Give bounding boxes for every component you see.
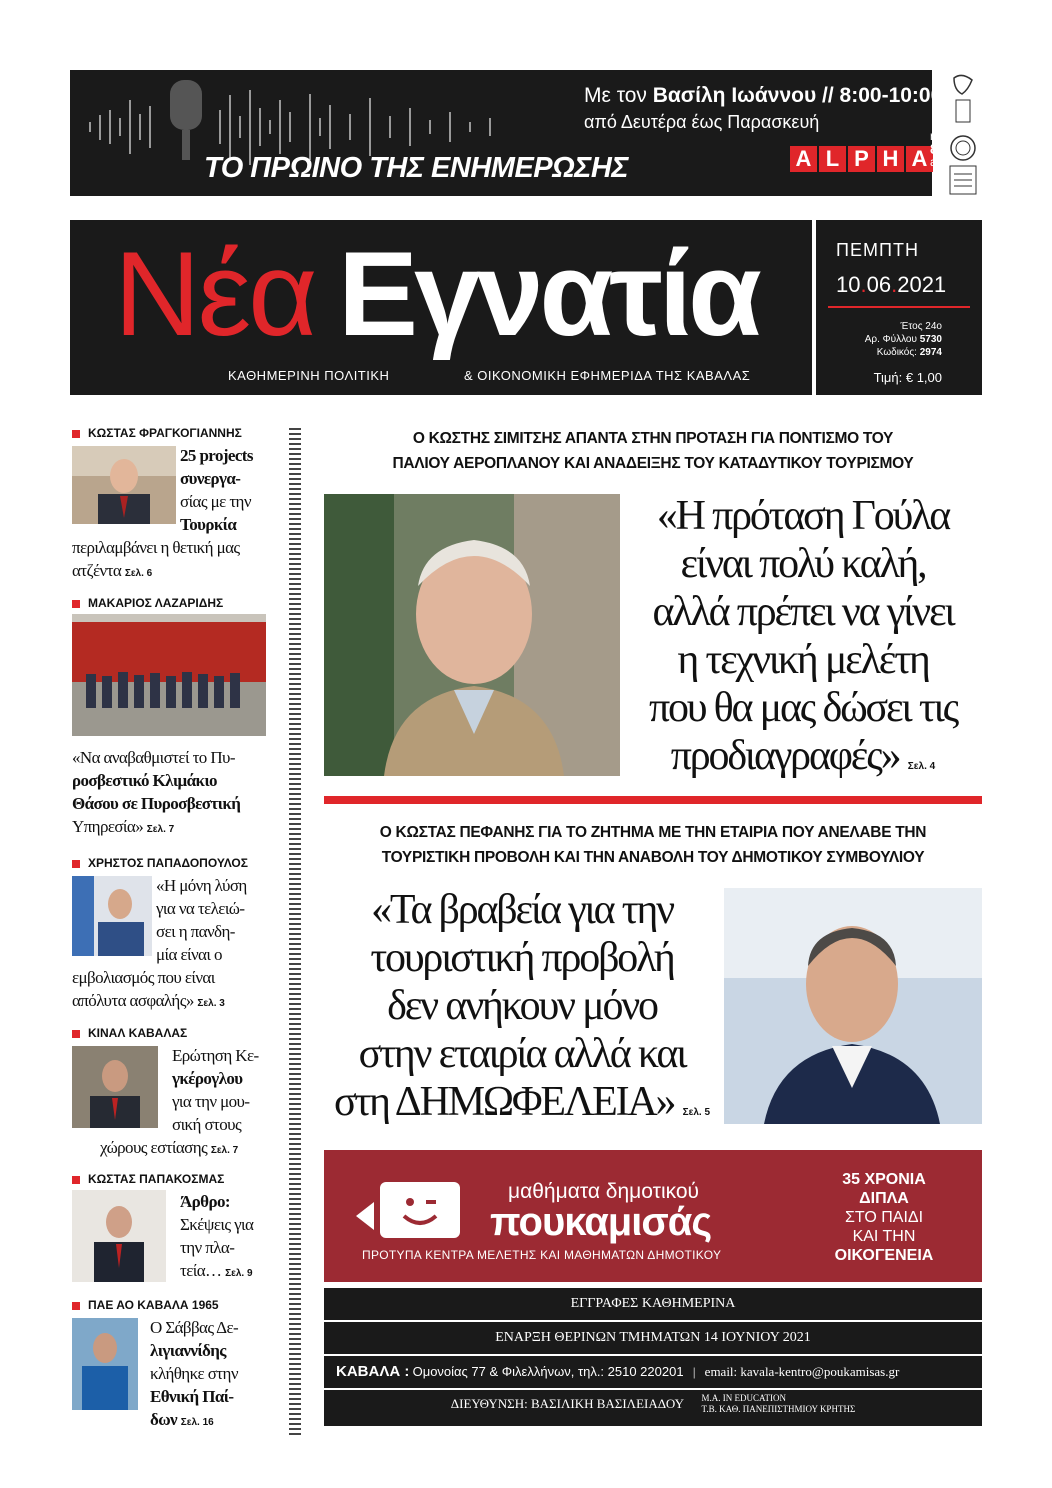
date-day: 10 [836, 272, 861, 297]
radio-banner-ad[interactable] [70, 70, 1001, 196]
story1-kicker[interactable] [324, 426, 982, 476]
tv-smiley-logo-icon [356, 1176, 466, 1242]
quote-line: «Η πρόταση Γούλα [656, 493, 950, 539]
photo-pefanis[interactable] [724, 888, 982, 1124]
date-month: 06 [866, 272, 892, 297]
sidebar-story-3[interactable] [156, 874, 284, 966]
story2-quote[interactable] [324, 886, 720, 1137]
issue-day: ΠΕΜΠΤΗ [836, 240, 919, 260]
story-line: την πλα- [180, 1238, 235, 1257]
ad-credential: Τ.Β. ΚΑΘ. ΠΑΝΕΠΙΣΤΗΜΙΟΥ ΚΡΗΤΗΣ [701, 1404, 856, 1414]
quote-line: είναι πολύ καλή, [680, 541, 926, 587]
ad-side-line: ΔΙΠΛΑ [859, 1190, 909, 1207]
ad-director-row[interactable] [324, 1390, 982, 1426]
sheet-no: 5730 [919, 334, 942, 345]
ad-strapline: ΠΡΟΤΥΠΑ ΚΕΝΤΡΑ ΜΕΛΕΤΗΣ ΚΑΙ ΜΑΘΗΜΑΤΩΝ ΔΗΜΟΤΙΚΟΥ [362, 1248, 722, 1262]
page-ref: Σελ. 3 [197, 998, 225, 1009]
photo-firefighters[interactable] [72, 614, 266, 736]
quote-line: τουριστική προβολή [370, 935, 674, 981]
story-line: εμβολιασμός που είναι [72, 968, 215, 987]
story-line: για να τελειώ- [156, 899, 245, 918]
story-line: δων [150, 1410, 178, 1429]
sheet-label: Αρ. Φύλλου [864, 334, 917, 345]
bullet-square-icon [72, 860, 80, 868]
author-name: ΜΑΚΑΡΙΟΣ ΛΑΖΑΡΙΔΗΣ [88, 596, 224, 610]
story2-kicker[interactable] [324, 820, 982, 870]
banner-schedule: από Δευτέρα έως Παρασκευή [584, 112, 820, 132]
issue-code [865, 346, 942, 359]
tagline-part1: ΚΑΘΗΜΕΡΙΝΗ ΠΟΛΙΤΙΚΗ [228, 368, 390, 383]
story-line: Ο Σάββας Δε- [150, 1318, 239, 1337]
story-line: σίας με την [180, 492, 251, 511]
story-line: Ερώτηση Κε- [172, 1046, 259, 1065]
ad-director: ΔΙΕΥΘΥΝΣΗ: ΒΑΣΙΛΙΚΗ ΒΑΣΙΛΕΙΑΔΟΥ [450, 1396, 685, 1411]
sidebar-story-4[interactable] [172, 1044, 284, 1136]
page-ref: Σελ. 4 [907, 761, 936, 772]
story-line: «Να αναβαθμιστεί το Πυ- [72, 748, 235, 767]
story-line: «Η μόνη λύση [156, 876, 247, 895]
story-line: Υπηρεσία» [72, 817, 144, 836]
story-line: κλήθηκε στην [150, 1364, 238, 1383]
ad-address-row[interactable] [324, 1356, 982, 1388]
postage-stamp-icon [944, 70, 982, 196]
quote-line: στη ΔΗΜΩΦΕΛΕΙΑ» [333, 1079, 675, 1125]
radio-label: radio [930, 129, 957, 143]
author-name: ΧΡΗΣΤΟΣ ΠΑΠΑΔΟΠΟΥΛΟΣ [88, 856, 248, 870]
date-dot: . [891, 272, 898, 297]
ad-side-line: ΟΙΚΟΓΕΝΕΙΑ [834, 1247, 934, 1264]
photo-deligiannidis[interactable] [72, 1318, 138, 1410]
logo-letter: L [819, 146, 846, 172]
sidebar-story-1[interactable] [180, 444, 280, 536]
sidebar-story-3-cont[interactable] [72, 966, 284, 1015]
quote-line: στην εταιρία αλλά και [358, 1031, 686, 1077]
photo-fragkogiannis[interactable] [72, 446, 176, 524]
title-egnatia: Εγνατία [338, 227, 758, 361]
masthead [70, 220, 812, 395]
ad-side-part: ΣΤΟ ΠΑΙΔΙ [844, 1209, 924, 1226]
date-dot: . [860, 272, 867, 297]
ad-registration-row[interactable]: ΕΓΓΡΑΦΕΣ ΚΑΘΗΜΕΡΙΝΑ [324, 1288, 982, 1320]
sidebar-author [72, 1026, 187, 1040]
story-line: ροσβεστικό Κλιμάκιο [72, 771, 217, 790]
issue-sheet [865, 333, 942, 346]
quote-line: η τεχνική μελέτη [677, 637, 929, 683]
logo-letter: P [848, 146, 875, 172]
quote-last-line [324, 1078, 720, 1137]
quote-line: «Τα βραβεία για την [371, 887, 673, 933]
story-line: λιγιαννίδης [150, 1341, 226, 1360]
page-ref: Σελ. 9 [225, 1268, 253, 1279]
story-line: Τουρκία [180, 515, 237, 534]
page-ref: Σελ. 7 [146, 824, 175, 835]
story-line: απόλυτα ασφαλής» [72, 991, 194, 1010]
quote-line: αλλά πρέπει να γίνει [652, 589, 954, 635]
kicker-line: Ο ΚΩΣΤΑΣ ΠΕΦΑΝΗΣ ΓΙΑ ΤΟ ΖΗΤΗΜΑ ΜΕ ΤΗΝ ΕΤΑΙΡΙΑ ΠΟΥ ΑΝΕΛΑΒΕ ΤΗΝ [379, 824, 927, 841]
story-line: Θάσου σε Πυροσβεστική [72, 794, 241, 813]
ad-summer-classes-row[interactable]: ΕΝΑΡΞΗ ΘΕΡΙΝΩΝ ΤΜΗΜΑΤΩΝ 14 ΙΟΥΝΙΟΥ 2021 [324, 1322, 982, 1354]
story-line: Εθνική Παί- [150, 1387, 234, 1406]
banner-host-prefix: Με τον [584, 84, 653, 107]
logo-letter: H [877, 146, 904, 172]
sidebar-author [72, 1172, 224, 1186]
ad-brand: πουκαμισάς [490, 1200, 712, 1244]
page-ref: Σελ. 6 [124, 568, 153, 579]
photo-kegkeroglou[interactable] [72, 1046, 158, 1128]
tagline-part2: & ΟΙΚΟΝΟΜΙΚΗ ΕΦΗΜΕΡΙΔΑ ΤΗΣ ΚΑΒΑΛΑΣ [464, 368, 751, 383]
quote-line: δεν ανήκουν μόνο [387, 983, 657, 1029]
date-year: 2021 [897, 272, 947, 297]
bullet-square-icon [72, 1030, 80, 1038]
ad-credential: M.A. IN EDUCATION [701, 1393, 787, 1403]
story-line: σική στους [172, 1115, 242, 1134]
ad-city: ΚΑΒΑΛΑ : [336, 1363, 410, 1380]
author-name: ΠΑΕ ΑΟ ΚΑΒΑΛΑ 1965 [88, 1298, 219, 1312]
story-line: Σκέψεις για [180, 1215, 254, 1234]
issue-date [836, 272, 946, 298]
sidebar-story-4-cont[interactable] [100, 1136, 284, 1162]
bullet-square-icon [72, 600, 80, 608]
sidebar-story-1-cont[interactable] [72, 536, 284, 585]
issue-info-box [816, 220, 982, 395]
ad-email[interactable]: email: kavala-kentro@poukamisas.gr [704, 1364, 900, 1379]
story-line: χώρους εστίασης [100, 1138, 208, 1157]
banner-host-line [584, 84, 942, 108]
kicker-line: Ο ΚΩΣΤΗΣ ΣΙΜΙΤΣΗΣ ΑΠΑΝΤΑ ΣΤΗΝ ΠΡΟΤΑΣΗ ΓΙΑ ΠΟΝΤΙΣΜΟ ΤΟΥ [412, 430, 894, 447]
story-line: τεία… [180, 1261, 222, 1280]
ad-side-line: ΚΑΙ ΤΗΝ [852, 1228, 916, 1245]
issue-meta [865, 320, 942, 359]
author-name: ΚΙΝΑΛ ΚΑΒΑΛΑΣ [88, 1026, 188, 1040]
sidebar-author [72, 596, 223, 610]
story-line: περιλαμβάνει η θετική μας [72, 538, 240, 557]
page-ref: Σελ. 16 [180, 1417, 214, 1428]
title-nea: Νέα [114, 227, 315, 361]
story-line: για την μου- [172, 1092, 250, 1111]
sidebar-author [72, 426, 242, 440]
story-line: 25 projects [180, 446, 253, 465]
sidebar-author [72, 856, 248, 870]
story1-quote[interactable] [624, 492, 982, 791]
story-line: συνεργα- [180, 469, 241, 488]
bullet-square-icon [72, 1302, 80, 1310]
code-label: Κωδικός: [876, 347, 917, 358]
bullet-square-icon [72, 1176, 80, 1184]
author-name: ΚΩΣΤΑΣ ΦΡΑΓΚΟΓΙΑΝΝΗΣ [88, 426, 242, 440]
ad-side-text [796, 1170, 972, 1265]
story-separator [324, 796, 982, 804]
banner-host-name: Βασίλη Ιωάννου // 8:00-10:00 [652, 84, 943, 107]
story-line: μία είναι ο [156, 945, 222, 964]
page-ref: Σελ. 7 [210, 1145, 239, 1156]
ad-side-line: 35 ΧΡΟΝΙΑ [842, 1171, 926, 1188]
ad-side-line [796, 1208, 972, 1227]
quote-last-line [624, 732, 982, 791]
photo-papadopoulos[interactable] [72, 876, 152, 956]
sidebar-story-2[interactable] [72, 746, 284, 841]
radio-frequency: 88,6 fm [930, 141, 982, 158]
story-line: Άρθρο: [180, 1192, 230, 1211]
sidebar-story-6[interactable] [150, 1316, 284, 1434]
column-divider [289, 428, 301, 1438]
sidebar-story-5[interactable] [180, 1190, 284, 1285]
kicker-line: ΤΟΥΡΙΣΤΙΚΗ ΠΡΟΒΟΛΗ ΚΑΙ ΤΗΝ ΑΝΑΒΟΛΗ ΤΟΥ ΔΗΜΟΤΙΚΟΥ ΣΥΜΒΟΥΛΙΟΥ [381, 849, 925, 866]
story-line: σει η πανδη- [156, 922, 235, 941]
logo-letter: A [790, 146, 817, 172]
radio-website: alpharadio.gr [930, 155, 1001, 169]
ad-address: Ομονοίας 77 & Φιλελλήνων, τηλ.: 2510 220201 [412, 1364, 684, 1379]
logo-letter: A [906, 146, 933, 172]
bullet-square-icon [72, 430, 80, 438]
photo-simitsis[interactable] [324, 494, 620, 776]
sidebar-author [72, 1298, 219, 1312]
story-line: γκέρογλου [172, 1069, 243, 1088]
ad-subbrand: μαθήματα δημοτικού [508, 1180, 700, 1203]
alpha-radio-logo [790, 146, 935, 172]
ad-credentials [702, 1393, 856, 1415]
code-no: 2974 [919, 347, 942, 358]
date-rule [828, 306, 970, 308]
quote-line: προδιαγραφές» [670, 733, 900, 779]
quote-line: που θα μας δώσει τις [648, 685, 958, 731]
kicker-line: ΠΑΛΙΟΥ ΑΕΡΟΠΛΑΝΟΥ ΚΑΙ ΑΝΑΔΕΙΞΗΣ ΤΟΥ ΚΑΤΑΔΥΤΙΚΟΥ ΤΟΥΡΙΣΜΟΥ [392, 455, 914, 472]
photo-papakosmas[interactable] [72, 1190, 166, 1282]
ad-separator: | [692, 1364, 696, 1379]
issue-price: Τιμή: € 1,00 [873, 370, 942, 385]
page-ref: Σελ. 5 [682, 1107, 711, 1118]
poukamisas-ad[interactable] [324, 1150, 982, 1282]
banner-slogan: ΤΟ ΠΡΩΙΝΟ ΤΗΣ ΕΝΗΜΕΡΩΣΗΣ [204, 152, 628, 184]
issue-year: Έτος 24ο [900, 321, 942, 332]
author-name: ΚΩΣΤΑΣ ΠΑΠΑΚΟΣΜΑΣ [88, 1172, 225, 1186]
story-line: ατζέντα [72, 561, 122, 580]
